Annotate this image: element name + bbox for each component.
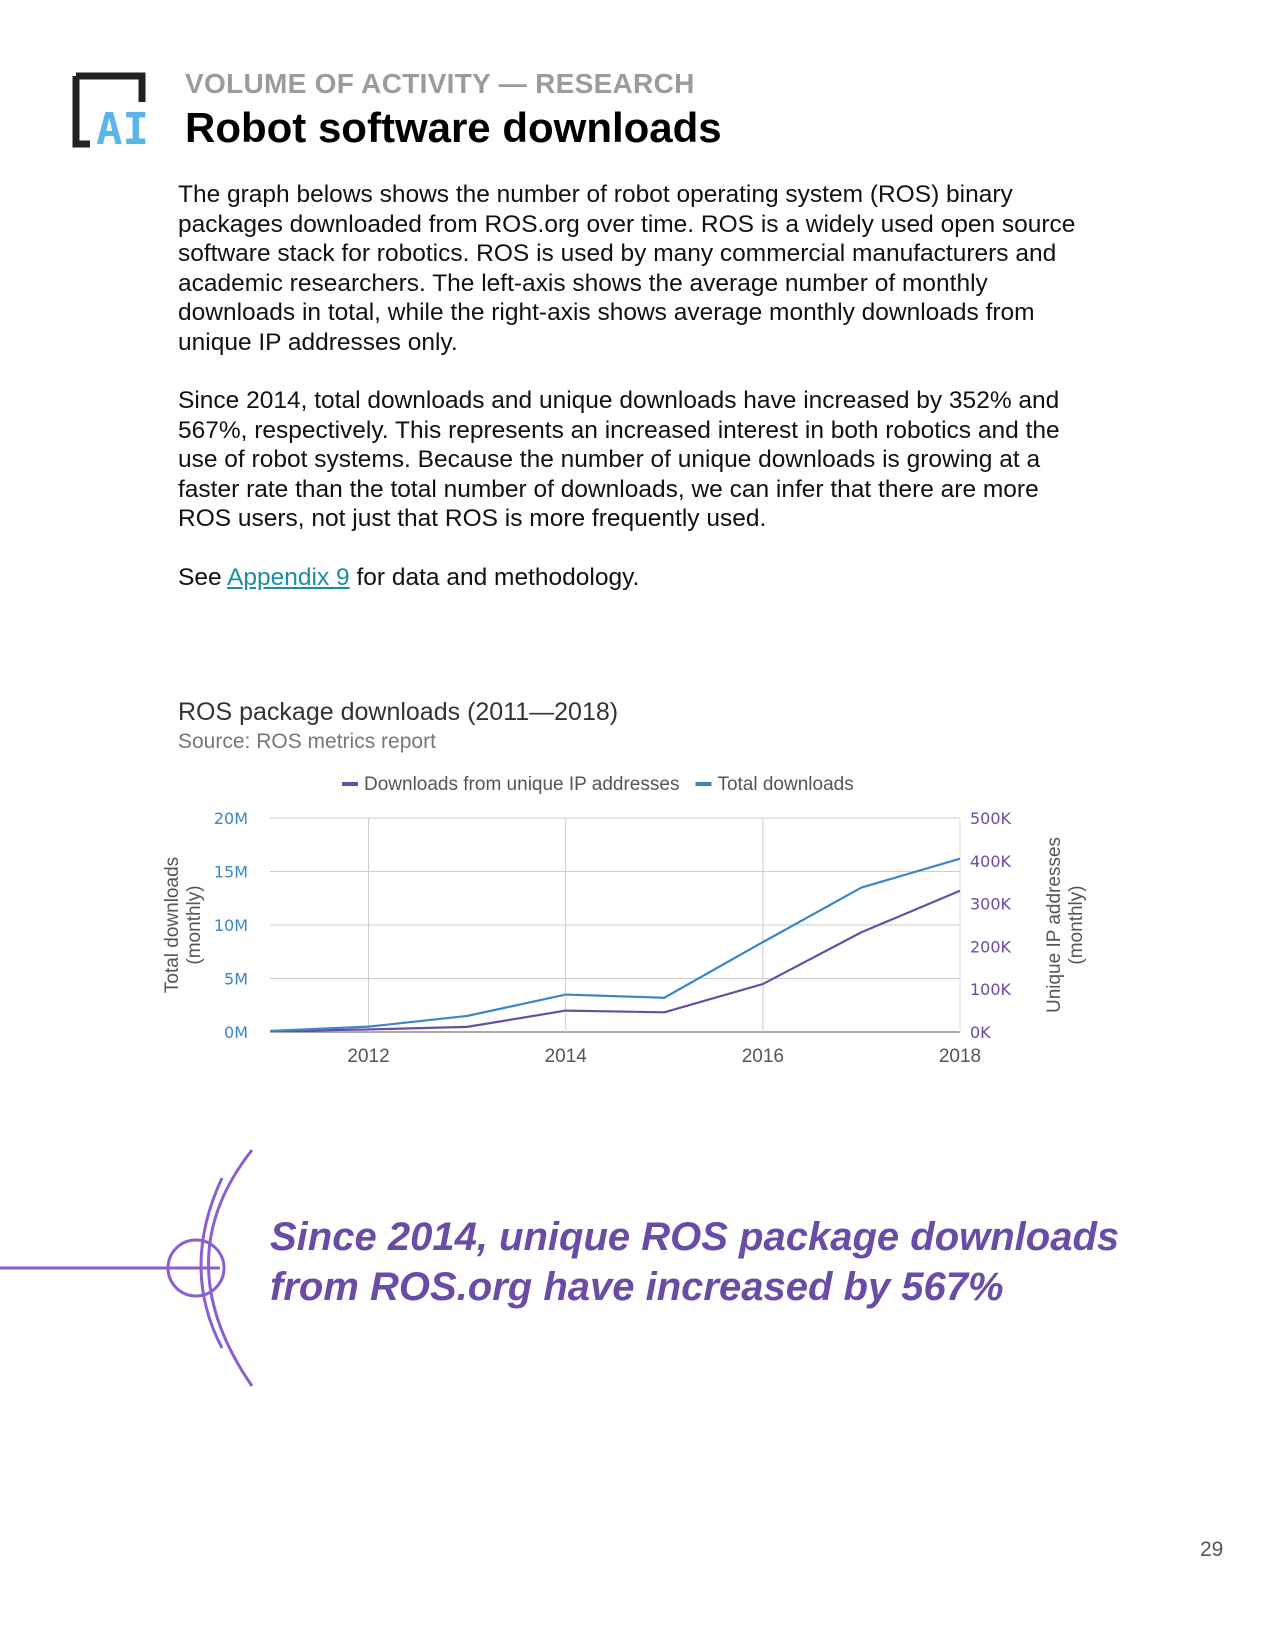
y-left-tick-label: 5M	[224, 969, 248, 989]
y-right-tick-label: 300K	[970, 894, 1012, 914]
series-line-total-downloads	[270, 859, 960, 1031]
body-text	[178, 180, 1098, 621]
y-left-axis-title-line: (monthly)	[184, 885, 205, 965]
y-left-axis-title	[162, 857, 205, 993]
y-right-axis-title-line: Unique IP addresses	[1044, 836, 1065, 1014]
y-left-tick-label: 0M	[224, 1023, 248, 1042]
y-right-axis-title-line: (monthly)	[1066, 885, 1087, 965]
y-left-tick-label: 10M	[213, 916, 248, 935]
legend-swatch	[695, 782, 711, 786]
series-line-unique-ip	[270, 891, 960, 1031]
section-kicker: VOLUME OF ACTIVITY — RESEARCH	[185, 68, 695, 99]
legend-swatch	[342, 782, 358, 786]
paragraph-growth: Since 2014, total downloads and unique downloads have increased by 352% and 567%, respectively. This represents an increased interest in both robotics and the use of robot systems. Because the number of unique downloads is growing at a faster rate than the total number of downloads, we can infer that there are more ROS users, not just that ROS is more frequently used.	[178, 387, 1060, 532]
y-right-tick-label: 500K	[970, 809, 1012, 828]
chart-source: Source: ROS metrics report	[178, 730, 436, 753]
y-right-tick-label: 400K	[970, 851, 1012, 871]
ai-logo	[72, 72, 164, 152]
y-left-axis-title-line: Total downloads	[162, 856, 183, 994]
logo-text: AI	[96, 104, 149, 152]
x-tick-label: 2018	[938, 1046, 982, 1067]
callout-text: Since 2014, unique ROS package downloads from ROS.org have increased by 567%	[270, 1215, 1120, 1309]
y-right-tick-label: 200K	[970, 937, 1012, 957]
x-tick-label: 2016	[741, 1046, 784, 1067]
paragraph-see-appendix	[178, 563, 1098, 593]
see-prefix: See	[178, 563, 228, 591]
y-right-axis-title	[1044, 837, 1087, 1013]
paragraph-intro: The graph belows shows the number of robot operating system (ROS) binary packages downloaded from ROS.org over time. ROS is a widely used open source software stack for robotics. ROS is used by many commercial manufacturers and academic researchers. The left-axis shows the average number of monthly downloads in total, while the right-axis shows average monthly downloads from unique IP addresses only.	[178, 181, 1076, 356]
page-title: Robot software downloads	[185, 104, 722, 151]
callout-decoration	[0, 1148, 260, 1398]
y-right-tick-label: 0K	[970, 1023, 991, 1042]
page-number: 29	[1200, 1538, 1224, 1561]
y-left-tick-label: 15M	[213, 862, 248, 882]
y-left-tick-label: 20M	[213, 809, 248, 828]
legend-label: Total downloads	[717, 774, 854, 795]
line-chart	[160, 760, 1120, 1080]
y-right-tick-label: 100K	[970, 980, 1012, 1000]
chart-title: ROS package downloads (2011—2018)	[178, 698, 619, 726]
x-tick-label: 2012	[347, 1046, 390, 1067]
appendix-link[interactable]: Appendix 9	[227, 563, 350, 591]
see-suffix: for data and methodology.	[349, 563, 640, 591]
legend-label: Downloads from unique IP addresses	[364, 774, 680, 795]
x-tick-label: 2014	[544, 1046, 587, 1067]
